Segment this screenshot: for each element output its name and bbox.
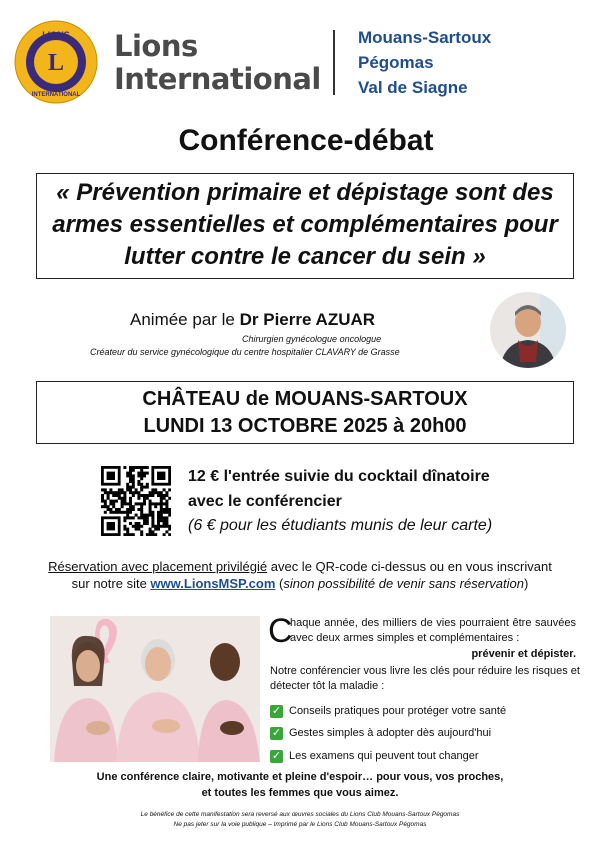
checklist-text: Conseils pratiques pour protéger votre santé	[289, 705, 507, 717]
check-icon: ✓	[271, 749, 282, 762]
reservation-note: sinon possibilité de venir sans réservation	[283, 576, 524, 591]
reservation-prefix: sur notre site	[71, 576, 151, 591]
reservation-text	[0, 558, 600, 576]
host-prefix: Animée par le	[130, 310, 240, 329]
club-list	[358, 25, 491, 100]
checklist-text: Les examens qui peuvent tout changer	[289, 750, 479, 762]
drop-cap: C	[268, 612, 293, 650]
paren: (	[275, 576, 284, 591]
check-icon: ✓	[271, 726, 282, 739]
price-line: 12 € l'entrée suivie du cocktail dînatoire	[188, 468, 490, 485]
website-link[interactable]: www.LionsMSP.com	[150, 576, 276, 591]
brand-line2: International	[114, 62, 321, 96]
topic-line: « Prévention primaire et dépistage sont des	[56, 179, 554, 206]
logo-text-top: LIONS	[42, 30, 70, 40]
host-role: Créateur du service gynécologique du centre hospitalier CLAVARY de Grasse	[90, 347, 400, 357]
student-price: (6 € pour les étudiants munis de leur carte)	[188, 517, 493, 534]
footer-note: Le bénéfice de cette manifestation sera reversé aux œuvres sociales du Lions Club Mouans-Sartoux Pégomas	[140, 811, 460, 818]
logo-text-bottom: INTERNATIONAL	[31, 92, 81, 98]
checklist-text: Gestes simples à adopter dès aujourd'hui	[289, 727, 492, 739]
club-name: Val de Siagne	[358, 78, 468, 97]
qr-code[interactable]	[101, 466, 171, 536]
venue-place: CHÂTEAU de MOUANS-SARTOUX	[142, 388, 468, 410]
brand-line1: Lions	[114, 29, 198, 63]
checklist-item	[270, 748, 479, 764]
check-icon: ✓	[271, 704, 282, 717]
speaker-paragraph: Notre conférencier vous livre les clés pour réduire les risques et détecter tôt la maladie :	[270, 665, 580, 692]
closing-line: Une conférence claire, motivante et pleine d'espoir… pour vous, vos proches,	[96, 771, 504, 783]
host-name: Dr Pierre AZUAR	[239, 310, 376, 329]
conference-topic-box	[36, 173, 574, 279]
checklist-item	[270, 703, 506, 719]
brand-name	[114, 30, 321, 96]
intro-emphasis	[270, 647, 576, 662]
footer-note: Ne pas jeter sur la voie publique – Imprimé par le Lions Club Mouans-Sartoux Pégomas	[173, 821, 427, 828]
logo-letter: L	[47, 50, 65, 76]
reservation-text	[0, 575, 600, 593]
women-photo	[50, 616, 260, 762]
intro-keywords: prévenir et dépister.	[471, 648, 576, 660]
page-title: Conférence-débat	[178, 124, 434, 157]
checklist-item	[270, 725, 491, 741]
topic-line: armes essentielles et complémentaires pour	[52, 211, 558, 238]
header-divider	[333, 30, 335, 95]
venue-datetime: LUNDI 13 OCTOBRE 2025 à 20h00	[143, 415, 467, 437]
price-line: avec le conférencier	[188, 493, 342, 510]
reservation-highlight: Réservation avec placement privilégié	[48, 559, 268, 574]
reservation-rest: avec le QR-code ci-dessus ou en vous inscrivant	[267, 559, 552, 574]
venue-box	[36, 381, 574, 444]
topic-line: lutter contre le cancer du sein »	[124, 243, 486, 270]
club-name: Pégomas	[358, 53, 434, 72]
paren: )	[523, 576, 529, 591]
closing-line: et toutes les femmes que vous aimez.	[201, 787, 399, 799]
club-name: Mouans-Sartoux	[358, 28, 492, 47]
lions-logo	[14, 20, 98, 104]
intro-paragraph: haque année, des milliers de vies pourraient être sauvées avec deux armes simples et complémentaires :	[290, 617, 576, 644]
host-line	[130, 310, 375, 330]
host-role: Chirurgien gynécologue oncologue	[242, 334, 382, 344]
speaker-portrait	[490, 292, 566, 368]
